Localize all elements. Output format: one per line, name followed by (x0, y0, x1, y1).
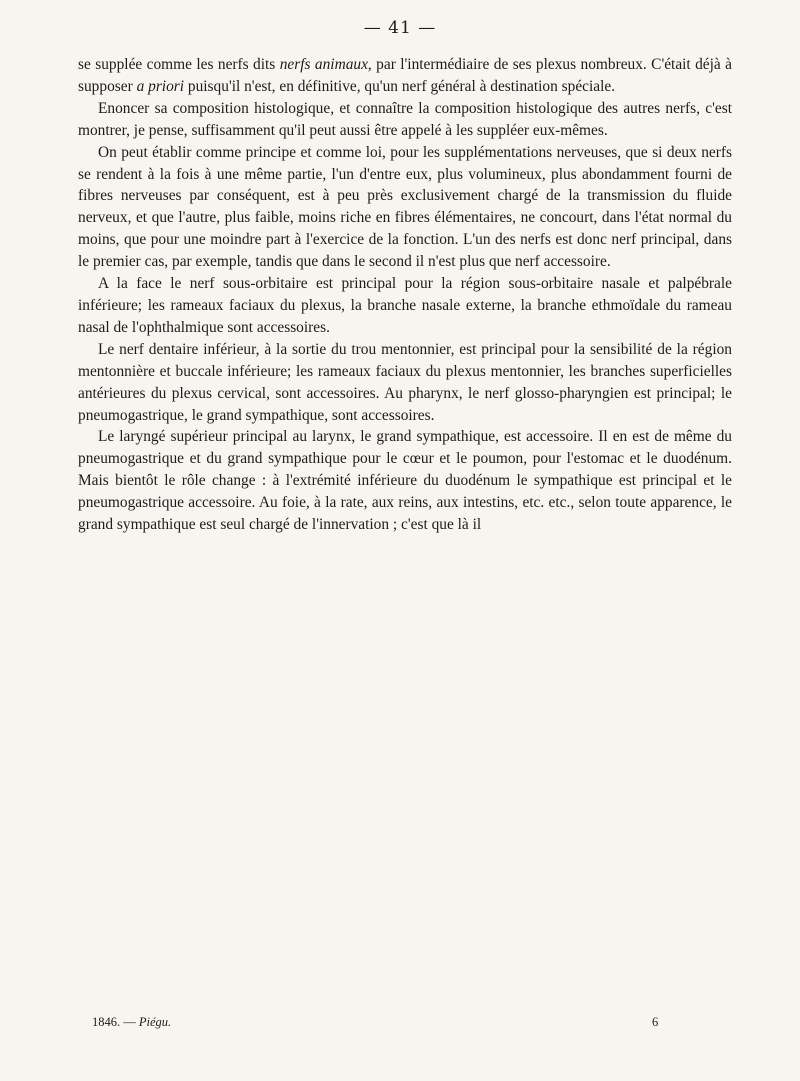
body-text (78, 54, 732, 536)
paragraph-5: Le nerf dentaire inférieur, à la sortie du trou mentonnier, est principal pour la sensibilité de la région mentonnière et buccale inférieure; les rameaux faciaux du plexus mentonnier, les branches superficielles antérieures du plexus cervical, sont accessoires. Au pharynx, le nerf glosso-pharyngien est principal; le pneumogastrique, le grand sympathique, sont accessoires. (78, 340, 732, 424)
footer-signature-mark: 6 (652, 1015, 659, 1029)
paragraph-4: A la face le nerf sous-orbitaire est principal pour la région sous-orbitaire nasale et palpébrale inférieure; les rameaux faciaux du plexus, la branche nasale externe, la branche ethmoïdale du rameau nasal de l'ophthalmique sont accessoires. (78, 275, 732, 336)
paragraph-1-italic-a-priori: a priori (136, 77, 185, 95)
paragraph-2: Enoncer sa composition histologique, et connaître la composition histologique des autres nerfs, c'est montrer, je pense, suffisamment qu'il peut aussi être appelé à les suppléer eux-mêmes. (78, 99, 732, 139)
footer-author: Piégu. (138, 1015, 172, 1029)
footer-imprint (92, 1015, 171, 1030)
paragraph-1-text-a: se supplée comme les nerfs dits (78, 56, 280, 73)
paragraph-1-italic-nerfs-animaux: nerfs animaux (279, 56, 368, 73)
paragraph-3: On peut établir comme principe et comme loi, pour les supplémentations nerveuses, que si deux nerfs se rendent à la fois à une même partie, l'un d'entre eux, plus volumineux, plus abondamment fourni de fibres nerveuses par conséquent, est à peu près exclusivement chargé de la transmission du fluide nerveux, et que l'autre, plus faible, moins riche en fibres élémentaires, ne concourt, dans l'état normal du moins, que pour une moindre part à l'exercice de la fonction. L'un des nerfs est donc nerf principal, dans le premier cas, par exemple, tandis que dans le second il n'est plus que nerf accessoire. (78, 143, 732, 271)
paragraph-1-text-c: puisqu'il n'est, en définitive, qu'un nerf général à destination spéciale. (184, 77, 616, 95)
paragraph-6: Le laryngé supérieur principal au larynx, le grand sympathique, est accessoire. Il en est de même du pneumogastrique et du grand sympathique pour le cœur et le poumon, pour l'estomac et le duodénum. Mais bientôt le rôle change : à l'extrémité inférieure du duodénum le sympathique est principal et le pneumogastrique accessoire. Au foie, à la rate, aux reins, aux intestins, etc. etc., selon toute apparence, le grand sympathique est seul chargé de l'innervation ; c'est que là il (78, 428, 732, 534)
page-number: — 41 — (363, 18, 437, 38)
footer-year: 1846. — (92, 1015, 139, 1029)
paragraph-1-text-b: , par l'intermédiaire de ses plexus nombreux. C'était déjà à supposer (78, 56, 732, 95)
paragraph-1 (78, 54, 732, 98)
